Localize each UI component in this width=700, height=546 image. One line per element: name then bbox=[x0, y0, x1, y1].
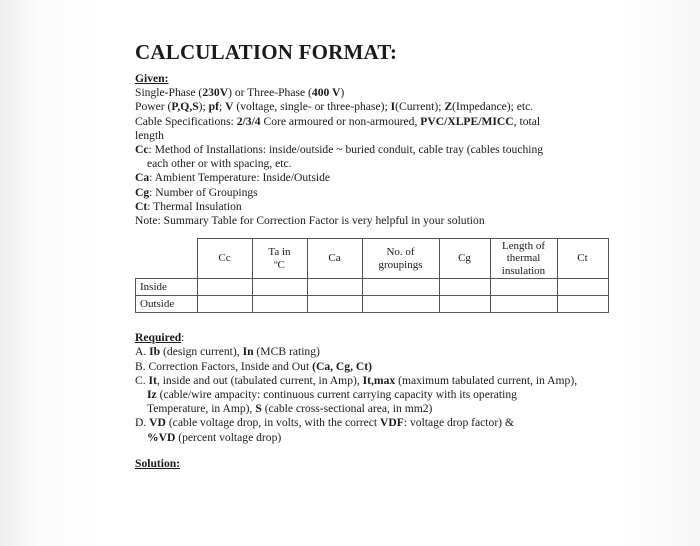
table-header-cell: Cg bbox=[439, 239, 490, 279]
required-b: B. Correction Factors, Inside and Out (Ca, Cg, Ct) bbox=[135, 359, 372, 373]
table-cell bbox=[362, 296, 439, 313]
table-cell bbox=[362, 279, 439, 296]
required-d: D. VD (cable voltage drop, in volts, with the correct VDF: voltage drop factor) & bbox=[135, 416, 514, 430]
cc-line: Cc: Method of Installations: inside/outside ~ buried conduit, cable tray (cables touching bbox=[135, 143, 544, 157]
required-section bbox=[135, 331, 655, 445]
table-row-label: Outside bbox=[136, 296, 198, 313]
table-header-cell: Ta in ºC bbox=[252, 239, 307, 279]
given-heading: Given: bbox=[135, 72, 169, 85]
table-cell bbox=[252, 296, 307, 313]
cc-line-2: each other or with spacing, etc. bbox=[147, 157, 292, 171]
table-cell bbox=[557, 296, 608, 313]
table-header-cell: Cc bbox=[197, 239, 252, 279]
phase-line: Single-Phase (230V) or Three-Phase (400 V) bbox=[135, 86, 345, 100]
table-cell bbox=[439, 296, 490, 313]
table-row bbox=[136, 296, 609, 313]
power-line: Power (P,Q,S); pf; V (voltage, single- or three-phase); I(Current); Z(Impedance); etc. bbox=[135, 100, 534, 114]
table-header-cell: Ct bbox=[557, 239, 608, 279]
table-header-row bbox=[136, 239, 609, 279]
table-header-cell: Ca bbox=[307, 239, 362, 279]
cable-spec-line-2: length bbox=[135, 128, 164, 142]
note-line: Note: Summary Table for Correction Factor is very helpful in your solution bbox=[135, 214, 485, 228]
solution-heading: Solution: bbox=[135, 456, 181, 470]
table-row bbox=[136, 279, 609, 296]
table-cell bbox=[439, 279, 490, 296]
correction-factor-table bbox=[135, 238, 609, 313]
required-c: C. It, inside and out (tabulated current, in Amp), It,max (maximum tabulated current, in Amp), bbox=[135, 373, 578, 387]
required-c-3: Temperature, in Amp), S (cable cross-sectional area, in mm2) bbox=[147, 402, 433, 416]
cable-spec-line: Cable Specifications: 2/3/4 Core armoured or non-armoured, PVC/XLPE/MICC, total bbox=[135, 114, 541, 128]
table-cell bbox=[557, 279, 608, 296]
ca-line: Ca: Ambient Temperature: Inside/Outside bbox=[135, 171, 331, 185]
cg-line: Cg: Number of Groupings bbox=[135, 185, 258, 199]
table-cell bbox=[307, 296, 362, 313]
ct-line: Ct: Thermal Insulation bbox=[135, 199, 242, 213]
table-cell bbox=[197, 296, 252, 313]
required-d-2: %VD (percent voltage drop) bbox=[147, 430, 282, 444]
table-cell bbox=[490, 279, 557, 296]
required-heading: Required: bbox=[135, 331, 185, 345]
table-cell bbox=[252, 279, 307, 296]
table-cell bbox=[490, 296, 557, 313]
table-cell bbox=[307, 279, 362, 296]
table-cell bbox=[197, 279, 252, 296]
table-header-cell: No. of groupings bbox=[362, 239, 439, 279]
document-content bbox=[135, 40, 655, 471]
required-a: A. Ib (design current), In (MCB rating) bbox=[135, 345, 320, 359]
page-title: CALCULATION FORMAT: bbox=[135, 40, 398, 64]
table-corner-cell bbox=[136, 239, 198, 279]
table-row-label: Inside bbox=[136, 279, 198, 296]
required-c-2: Iz (cable/wire ampacity: continuous current carrying capacity with its operating bbox=[147, 388, 517, 402]
table-header-cell: Length of thermal insulation bbox=[490, 239, 557, 279]
